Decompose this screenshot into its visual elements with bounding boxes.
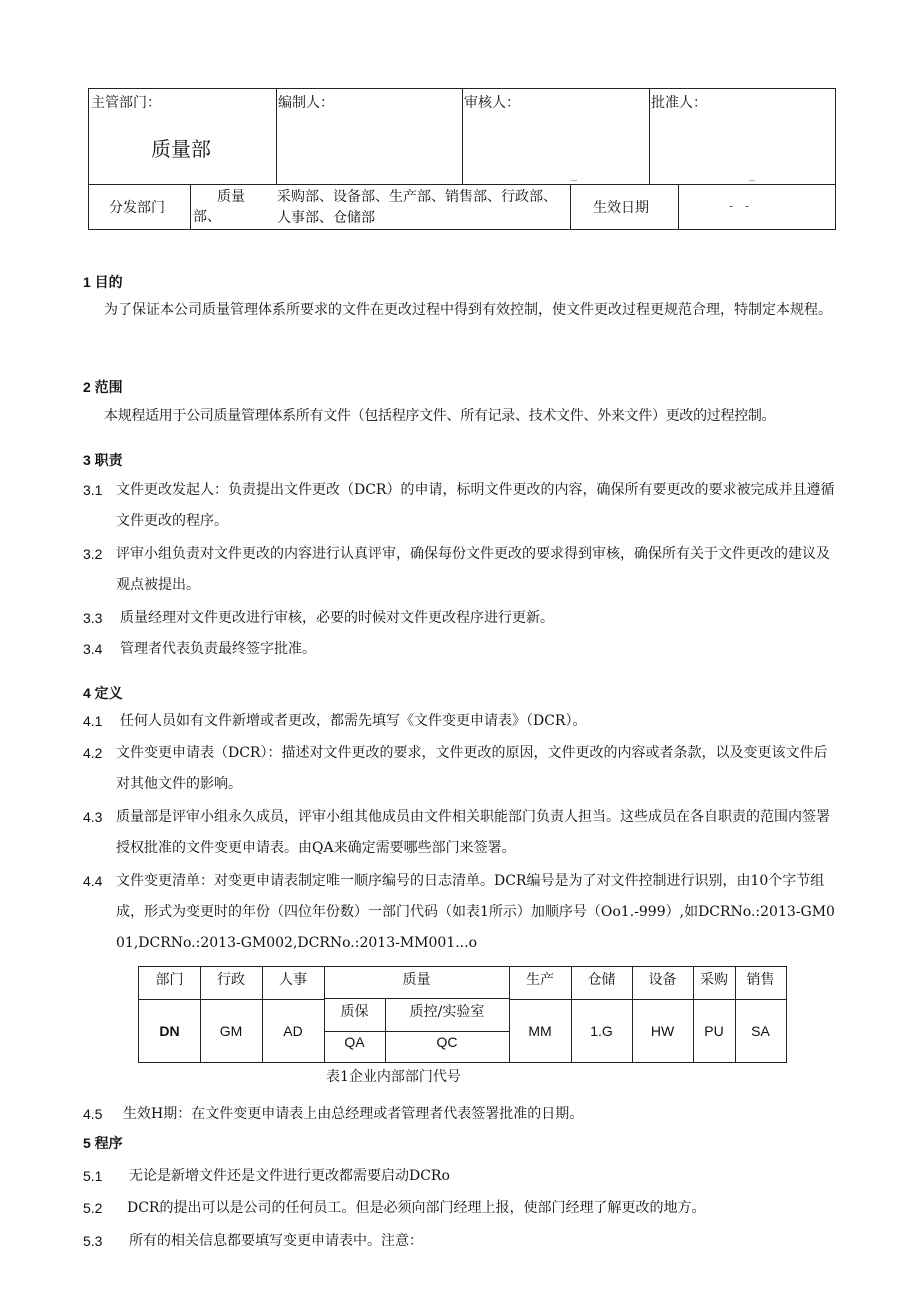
item-number: 3.1: [83, 482, 103, 498]
item-number: 5.1: [83, 1168, 103, 1184]
code-mm: MM: [528, 1023, 552, 1039]
subheader-qa: 质保: [340, 1004, 369, 1020]
effective-date-value: - -: [729, 199, 753, 213]
distribution-label: 分发部门: [109, 200, 165, 216]
item-number: 4.3: [83, 809, 103, 825]
section-1-title: 1 目的: [83, 274, 123, 290]
code-qc: QC: [436, 1034, 458, 1050]
section-3-item: [83, 475, 843, 537]
section-5-title: 5 程序: [83, 1135, 123, 1151]
compiler-label: 编制人：: [278, 95, 334, 111]
item-number: 3.4: [83, 641, 103, 657]
code-hw: HW: [650, 1023, 675, 1039]
header-admin: 行政: [217, 972, 245, 988]
item-text: 质量经理对文件更改进行审核，必要的时候对文件更改程序进行更新。: [120, 610, 554, 626]
section-4-title: 4 定义: [83, 685, 123, 701]
code-pu: PU: [704, 1023, 724, 1039]
code-sa: SA: [751, 1023, 770, 1039]
code-ad: AD: [283, 1023, 303, 1039]
table-caption: 表1企业内部部门代号: [326, 1069, 461, 1085]
item-number: 4.5: [83, 1106, 103, 1122]
dept-label: 主管部门：: [91, 95, 161, 111]
code-qa: QA: [344, 1034, 365, 1050]
item-text: 无论是新增文件还是文件进行更改都需要启动DCRo: [129, 1168, 450, 1184]
header-warehouse: 仓储: [587, 972, 616, 988]
item-number: 4.4: [83, 873, 103, 889]
subheader-qc: 质控/实验室: [409, 1004, 485, 1020]
item-text: DCR的提出可以是公司的任何员工。但是必须向部门经理上报，使部门经理了解更改的地方。: [127, 1200, 706, 1216]
header-purchasing: 采购: [700, 972, 728, 988]
item-text: 文件更改发起人：负责提出文件更改（DCR）的申请，标明文件更改的内容，确保所有要更改的要求被完成并且遵循文件更改的程序。: [116, 482, 835, 529]
item-text: 生效H期：在文件变更申请表上由总经理或者管理者代表签署批准的日期。: [123, 1106, 584, 1122]
header-production: 生产: [526, 972, 554, 988]
section-3-title: 3 职责: [83, 452, 123, 468]
header-quality: 质量: [402, 972, 431, 988]
header-equipment: 设备: [648, 972, 677, 988]
header-dept: 部门: [155, 972, 184, 988]
row-label-dn: DN: [159, 1023, 180, 1039]
item-text: 质量部是评审小组永久成员，评审小组其他成员由文件相关职能部门负责人担当。这些成员在各自职责的范围内签署授权批准的文件变更申请表。由QA来确定需要哪些部门来签署。: [116, 809, 830, 856]
item-number: 5.3: [83, 1233, 103, 1249]
reviewer-mark: _: [571, 167, 577, 181]
distribution-part1: 质量部、: [193, 189, 245, 225]
approver-mark: _: [749, 167, 755, 181]
item-number: 4.2: [83, 745, 103, 761]
approver-label: 批准人：: [651, 95, 707, 111]
dept-name: 质量部: [151, 137, 211, 161]
distribution-part2: 采购部、设备部、生产部、销售部、行政部、人事部、仓储部: [277, 189, 557, 226]
header-table: [88, 88, 836, 230]
section-4-item: [83, 802, 843, 864]
item-number: 4.1: [83, 713, 103, 729]
item-text: 评审小组负责对文件更改的内容进行认真评审，确保每份文件更改的要求得到审核，确保所有关于文件更改的建议及观点被提出。: [116, 546, 830, 593]
item-text: 管理者代表负责最终签字批准。: [120, 641, 316, 657]
item-number: 5.2: [83, 1200, 103, 1216]
header-hr: 人事: [279, 972, 307, 988]
section-4-item: [83, 738, 843, 800]
item-text: 文件变更清单：对变更申请表制定唯一顺序编号的日志清单。DCR编号是为了对文件控制进行识别，由10个字节组成，形式为变更时的年份（四位年份数）一部门代码（如表1所示）加顺序号（Oo1.-999）,如DCRNo.:2013-GM001,DCRNo.:2013-GM002,DCRNo.:2013-MM001...o: [116, 873, 835, 951]
department-code-table: [138, 966, 787, 1063]
code-lg: 1.G: [590, 1023, 613, 1039]
item-number: 3.2: [83, 546, 103, 562]
item-text: 文件变更申请表（DCR）：描述对文件更改的要求，文件更改的原因，文件更改的内容或者条款，以及变更该文件后对其他文件的影响。: [116, 745, 828, 792]
item-number: 3.3: [83, 610, 103, 626]
code-gm: GM: [219, 1023, 243, 1039]
section-2-text: 本规程适用于公司质量管理体系所有文件（包括程序文件、所有记录、技术文件、外来文件）更改的过程控制。: [104, 408, 776, 424]
reviewer-label: 审核人：: [464, 95, 520, 111]
header-sales: 销售: [746, 972, 775, 988]
item-text: 任何人员如有文件新增或者更改，都需先填写《文件变更申请表》（DCR）。: [120, 713, 587, 729]
section-4-item: [83, 866, 843, 959]
item-text: 所有的相关信息都要填写变更申请表中。注意：: [129, 1233, 423, 1249]
section-3-item: [83, 539, 843, 601]
section-1-text: 为了保证本公司质量管理体系所要求的文件在更改过程中得到有效控制，使文件更改过程更规范合理，特制定本规程。: [104, 302, 832, 318]
section-2-title: 2 范围: [83, 379, 123, 395]
effective-date-label: 生效日期: [593, 200, 649, 216]
